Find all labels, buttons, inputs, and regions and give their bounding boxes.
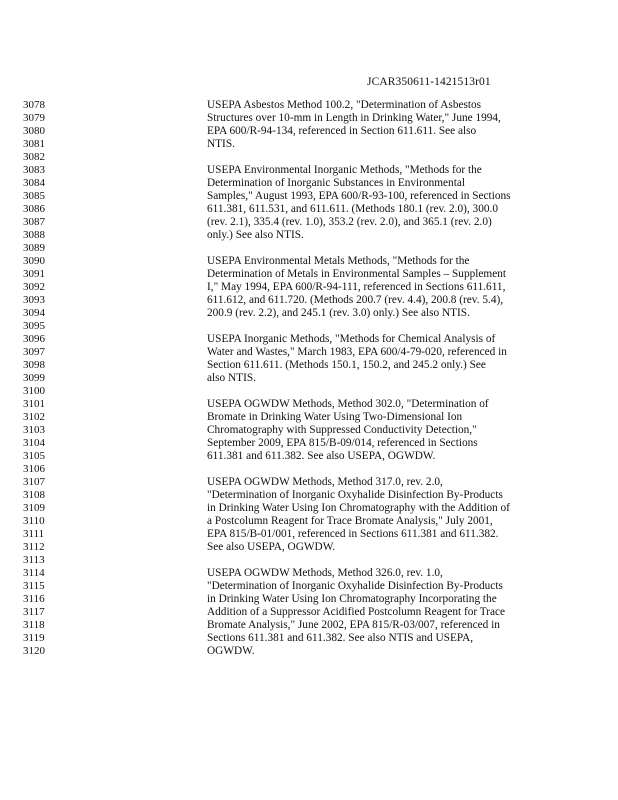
line-number: 3114 [23, 567, 45, 579]
line-text: 611.612, and 611.720. (Methods 200.7 (rev. 4.4), 200.8 (rev. 5.4), [207, 294, 504, 306]
line-number: 3087 [23, 216, 45, 228]
line-text: in Drinking Water Using Ion Chromatography Incorporating the [207, 593, 497, 605]
line-number: 3096 [23, 333, 45, 345]
line-text: OGWDW. [207, 645, 255, 657]
line-number: 3089 [23, 242, 45, 254]
line-number: 3082 [23, 151, 45, 163]
line-text: Chromatography with Suppressed Conductivity Detection," [207, 424, 477, 436]
line-number: 3112 [23, 541, 45, 553]
line-text: Sections 611.381 and 611.382. See also NTIS and USEPA, [207, 632, 474, 644]
line-number: 3079 [23, 112, 45, 124]
line-text: 611.381, 611.531, and 611.611. (Methods 180.1 (rev. 2.0), 300.0 [207, 203, 498, 215]
line-number: 3113 [23, 554, 45, 566]
line-text: (rev. 2.1), 335.4 (rev. 1.0), 353.2 (rev. 2.0), and 365.1 (rev. 2.0) [207, 216, 492, 228]
line-number: 3081 [23, 138, 45, 150]
line-number: 3080 [23, 125, 45, 137]
line-number: 3091 [23, 268, 45, 280]
line-number: 3104 [23, 437, 45, 449]
document-id: JCAR350611-1421513r01 [367, 76, 491, 88]
line-number: 3109 [23, 502, 45, 514]
line-text: September 2009, EPA 815/B-09/014, referenced in Sections [207, 437, 478, 449]
line-number: 3118 [23, 619, 45, 631]
line-number: 3098 [23, 359, 45, 371]
line-text: Determination of Inorganic Substances in Environmental [207, 177, 465, 189]
line-number: 3117 [23, 606, 45, 618]
line-number: 3085 [23, 190, 45, 202]
line-text: NTIS. [207, 138, 235, 150]
line-text: a Postcolumn Reagent for Trace Bromate Analysis," July 2001, [207, 515, 493, 527]
line-number: 3095 [23, 320, 45, 332]
line-number: 3116 [23, 593, 45, 605]
line-text: 611.381 and 611.382. See also USEPA, OGWDW. [207, 450, 436, 462]
line-text: 200.9 (rev. 2.2), and 245.1 (rev. 3.0) only.) See also NTIS. [207, 307, 470, 319]
line-number: 3106 [23, 463, 45, 475]
line-number: 3102 [23, 411, 45, 423]
line-text: Addition of a Suppressor Acidified Postcolumn Reagent for Trace [207, 606, 506, 618]
line-text: EPA 600/R-94-134, referenced in Section 611.611. See also [207, 125, 477, 137]
line-number: 3088 [23, 229, 45, 241]
line-number: 3111 [23, 528, 45, 540]
line-number: 3101 [23, 398, 45, 410]
line-text: "Determination of Inorganic Oxyhalide Disinfection By-Products [207, 580, 503, 592]
line-text: EPA 815/B-01/001, referenced in Sections 611.381 and 611.382. [207, 528, 499, 540]
line-number: 3083 [23, 164, 45, 176]
line-text: Bromate Analysis," June 2002, EPA 815/R-03/007, referenced in [207, 619, 500, 631]
line-text: USEPA Asbestos Method 100.2, "Determination of Asbestos [207, 99, 482, 111]
line-text: I," May 1994, EPA 600/R-94-111, referenced in Sections 611.611, [207, 281, 506, 293]
line-text: Water and Wastes," March 1983, EPA 600/4-79-020, referenced in [207, 346, 507, 358]
line-text: USEPA Environmental Metals Methods, "Methods for the [207, 255, 470, 267]
line-number: 3094 [23, 307, 45, 319]
line-text: USEPA Inorganic Methods, "Methods for Chemical Analysis of [207, 333, 496, 345]
line-text: in Drinking Water Using Ion Chromatography with the Addition of [207, 502, 510, 514]
line-text: See also USEPA, OGWDW. [207, 541, 336, 553]
line-number: 3097 [23, 346, 45, 358]
line-text: USEPA OGWDW Methods, Method 302.0, "Determination of [207, 398, 489, 410]
line-text: Determination of Metals in Environmental Samples – Supplement [207, 268, 506, 280]
line-text: USEPA Environmental Inorganic Methods, "Methods for the [207, 164, 482, 176]
line-number: 3107 [23, 476, 45, 488]
line-text: USEPA OGWDW Methods, Method 326.0, rev. 1.0, [207, 567, 443, 579]
line-text: only.) See also NTIS. [207, 229, 304, 241]
line-number: 3086 [23, 203, 45, 215]
line-number: 3100 [23, 385, 45, 397]
line-number: 3099 [23, 372, 45, 384]
line-number: 3084 [23, 177, 45, 189]
line-number: 3078 [23, 99, 45, 111]
line-text: "Determination of Inorganic Oxyhalide Disinfection By-Products [207, 489, 503, 501]
line-text: Samples," August 1993, EPA 600/R-93-100, referenced in Sections [207, 190, 511, 202]
line-number: 3119 [23, 632, 45, 644]
line-number: 3090 [23, 255, 45, 267]
line-number: 3093 [23, 294, 45, 306]
line-text: Structures over 10-mm in Length in Drinking Water," June 1994, [207, 112, 501, 124]
line-text: Bromate in Drinking Water Using Two-Dimensional Ion [207, 411, 463, 423]
line-number: 3103 [23, 424, 45, 436]
line-text: USEPA OGWDW Methods, Method 317.0, rev. 2.0, [207, 476, 443, 488]
line-number: 3115 [23, 580, 45, 592]
line-text: Section 611.611. (Methods 150.1, 150.2, and 245.2 only.) See [207, 359, 486, 371]
line-text: also NTIS. [207, 372, 256, 384]
line-number: 3092 [23, 281, 45, 293]
line-number: 3105 [23, 450, 45, 462]
line-number: 3120 [23, 645, 45, 657]
line-number: 3108 [23, 489, 45, 501]
line-number: 3110 [23, 515, 45, 527]
